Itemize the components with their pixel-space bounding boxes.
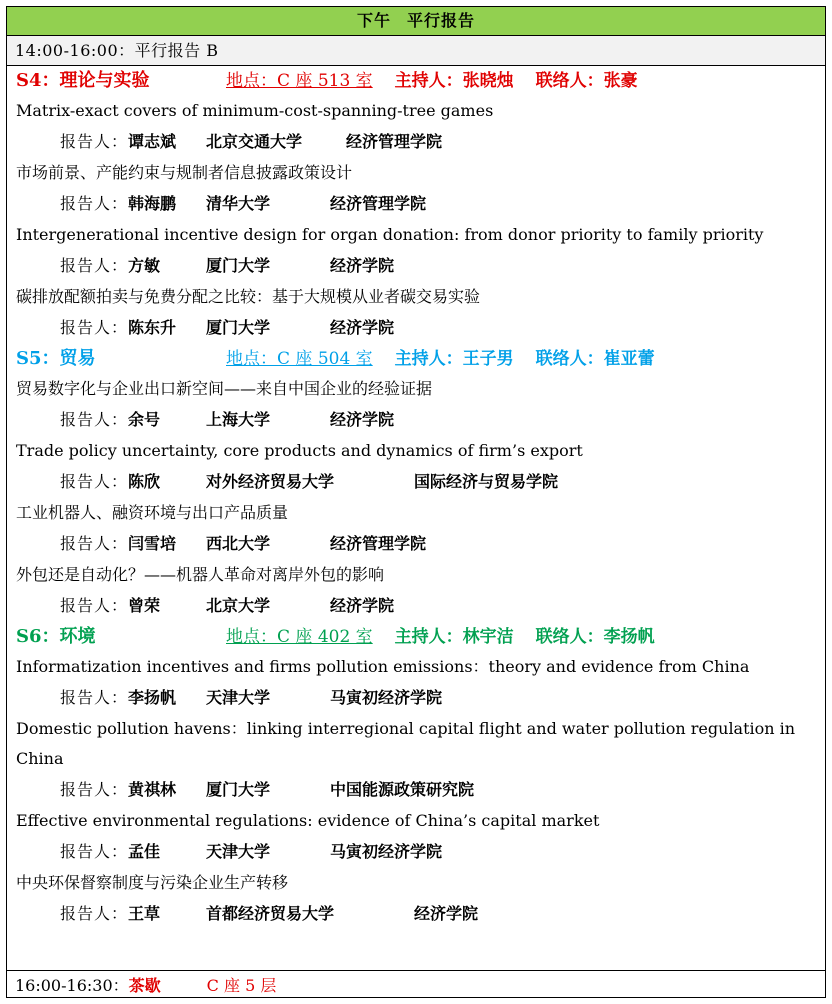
reporter-line [16, 188, 819, 220]
talk-title: 中央环保督察制度与污染企业生产转移 [16, 873, 289, 892]
session-contact: 联络人：崔亚蕾 [535, 349, 655, 369]
reporter-line [16, 404, 819, 436]
reporter-line [16, 590, 819, 622]
reporter-department: 经济管理学院 [330, 534, 427, 553]
session-heading-s4 [16, 66, 819, 96]
reporter-department: 经济学院 [330, 410, 395, 429]
talk-title: 工业机器人、融资环境与出口产品质量 [16, 503, 289, 522]
reporter-label: 报告人： [60, 534, 129, 553]
reporter-department: 马寅初经济学院 [330, 842, 443, 861]
reporter-department: 经济学院 [330, 596, 395, 615]
reporter-name: 谭志斌 [128, 132, 177, 151]
session-location: 地点：C 座 402 室 [226, 627, 373, 647]
table-header [7, 7, 825, 36]
reporter-university: 西北大学 [206, 534, 271, 553]
reporter-department: 中国能源政策研究院 [330, 780, 475, 799]
reporter-university: 天津大学 [206, 842, 271, 861]
reporter-name: 闫雪培 [128, 534, 177, 553]
talk-title: 市场前景、产能约束与规制者信息披露政策设计 [16, 163, 353, 182]
reporter-label: 报告人： [60, 318, 129, 337]
reporter-department: 经济学院 [330, 256, 395, 275]
reporter-university: 上海大学 [206, 410, 271, 429]
reporter-department: 经济管理学院 [330, 194, 427, 213]
reporter-name: 陈欣 [128, 472, 161, 491]
talk-title: 贸易数字化与企业出口新空间——来自中国企业的经验证据 [16, 379, 433, 398]
talk-title: Trade policy uncertainty, core products and dynamics of firm’s export [16, 441, 583, 460]
break-time: 16:00-16:30： [15, 976, 129, 995]
reporter-name: 王草 [128, 904, 161, 923]
reporter-label: 报告人： [60, 256, 129, 275]
session-location: 地点：C 座 513 室 [226, 71, 373, 91]
reporter-line [16, 836, 819, 868]
reporter-line [16, 774, 819, 806]
reporter-label: 报告人： [60, 688, 129, 707]
reporter-name: 余号 [128, 410, 161, 429]
reporter-university: 北京交通大学 [206, 132, 303, 151]
header-part2: 平行报告 [407, 11, 476, 30]
reporter-name: 曾荣 [128, 596, 161, 615]
reporter-line [16, 126, 819, 158]
reporter-university: 首都经济贸易大学 [206, 904, 335, 923]
talk-title: 外包还是自动化？——机器人革命对离岸外包的影响 [16, 565, 385, 584]
reporter-university: 厦门大学 [206, 318, 271, 337]
reporter-university: 天津大学 [206, 688, 271, 707]
reporter-department: 经济学院 [414, 904, 479, 923]
time-slot-row: 14:00-16:00：平行报告 B [7, 36, 825, 66]
reporter-label: 报告人： [60, 410, 129, 429]
reporter-name: 韩海鹏 [128, 194, 177, 213]
session-contact: 联络人：李扬帆 [535, 627, 655, 647]
reporter-label: 报告人： [60, 132, 129, 151]
reporter-label: 报告人： [60, 904, 129, 923]
reporter-label: 报告人： [60, 780, 129, 799]
talk-title: Matrix-exact covers of minimum-cost-spanning-tree games [16, 101, 494, 120]
session-host: 主持人：王子男 [394, 349, 514, 369]
reporter-name: 孟佳 [128, 842, 161, 861]
reporter-university: 北京大学 [206, 596, 271, 615]
session-host: 主持人：林宇洁 [394, 627, 514, 647]
reporter-university: 对外经济贸易大学 [206, 472, 335, 491]
session-heading-s6 [16, 622, 819, 652]
reporter-label: 报告人： [60, 596, 129, 615]
talk-title: Intergenerational incentive design for organ donation: from donor priority to family priority [16, 225, 764, 244]
reporter-university: 厦门大学 [206, 780, 271, 799]
reporter-line [16, 682, 819, 714]
reporter-name: 黄祺林 [128, 780, 177, 799]
reporter-department: 马寅初经济学院 [330, 688, 443, 707]
reporter-name: 陈东升 [128, 318, 177, 337]
reporter-department: 经济学院 [330, 318, 395, 337]
reporter-university: 清华大学 [206, 194, 271, 213]
reporter-department: 国际经济与贸易学院 [414, 472, 559, 491]
reporter-line [16, 898, 819, 930]
sessions-body [7, 66, 825, 971]
header-part1: 下午 [356, 11, 391, 30]
reporter-university: 厦门大学 [206, 256, 271, 275]
session-location: 地点：C 座 504 室 [226, 349, 373, 369]
reporter-department: 经济管理学院 [346, 132, 443, 151]
reporter-name: 李扬帆 [128, 688, 177, 707]
session-contact: 联络人：张豪 [535, 71, 638, 91]
reporter-name: 方敏 [128, 256, 161, 275]
break-place: C 座 5 层 [206, 976, 277, 995]
talk-title: 碳排放配额拍卖与免费分配之比较：基于大规模从业者碳交易实验 [16, 287, 481, 306]
session-name: S5：贸易 [16, 348, 96, 369]
reporter-label: 报告人： [60, 194, 129, 213]
reporter-label: 报告人： [60, 472, 129, 491]
talk-title: Informatization incentives and firms pollution emissions：theory and evidence from China [16, 657, 750, 676]
session-name: S4：理论与实验 [16, 70, 150, 91]
session-host: 主持人：张晓烛 [394, 71, 514, 91]
reporter-label: 报告人： [60, 842, 129, 861]
reporter-line [16, 250, 819, 282]
session-name: S6：环境 [16, 626, 96, 647]
break-event: 茶歇 [128, 976, 161, 995]
break-row [7, 971, 825, 1000]
reporter-line [16, 466, 819, 498]
talk-title: Effective environmental regulations: evidence of China’s capital market [16, 811, 600, 830]
reporter-line [16, 312, 819, 344]
talk-title: Domestic pollution havens：linking interregional capital flight and water pollution regulation in China [16, 719, 796, 768]
schedule-table [6, 6, 826, 998]
session-heading-s5 [16, 344, 819, 374]
reporter-line [16, 528, 819, 560]
